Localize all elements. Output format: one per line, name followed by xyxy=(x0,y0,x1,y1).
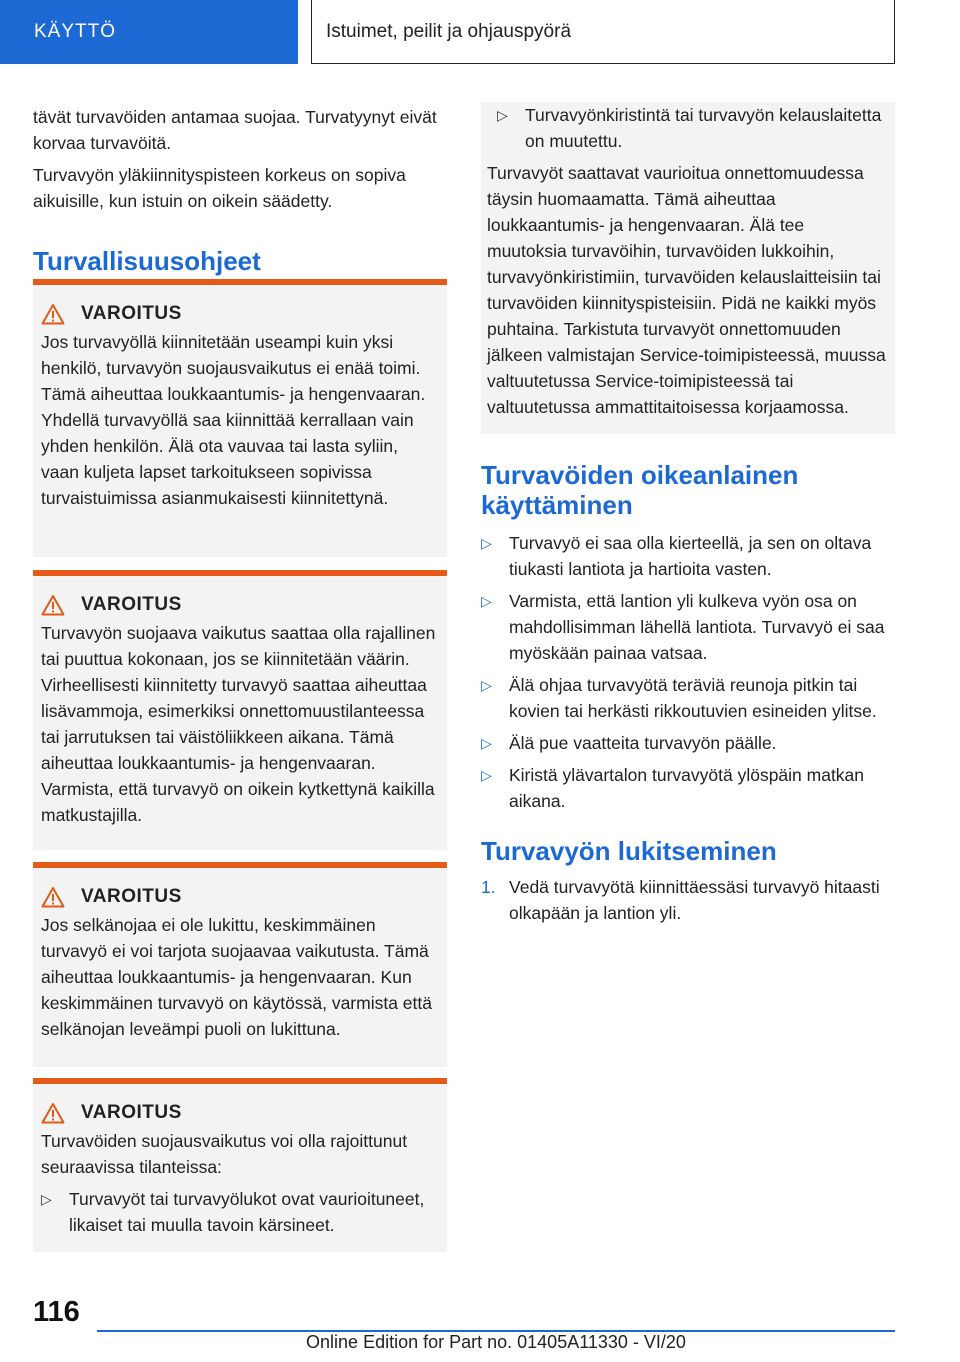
warning-triangle-icon xyxy=(41,1102,65,1124)
warning-triangle-icon xyxy=(41,886,65,908)
warning-title: VAROITUS xyxy=(81,1102,182,1123)
list-item xyxy=(481,530,895,582)
list-item-text: Varmista, että lantion yli kulkeva vyön osa on mahdollisimman lähellä lantiota. Turvavyö ei saa myöskään painaa vatsaa. xyxy=(509,591,885,663)
list-item-text: Älä ohjaa turvavyötä teräviä reunoja pitkin tai kovien tai herkästi rikkoutuvien esineiden ylitse. xyxy=(509,675,877,721)
warning-text: Turvavyön suojaava vaikutus saattaa olla rajallinen tai puuttua kokonaan, jos se kiinnitetään väärin. Virheellisesti kiinnitetty turvavyö saattaa aiheuttaa lisävammoja, esimerkiksi onnettomuustilanteessa tai jarrutuksen tai väistöliikkeen aikana. Tämä aiheuttaa loukkaantumis- ja hengenvaaran. Varmista, että turvavyö on oikein kytkettynä kaikilla matkustajilla. xyxy=(41,623,436,825)
footer-edition: Online Edition for Part no. 01405A11330 - VI/20 xyxy=(306,1332,686,1352)
list-item-text: Kiristä ylävartalon turvavyötä ylöspäin matkan aikana. xyxy=(509,765,865,811)
section-heading-locking: Turvavyön lukitseminen xyxy=(481,836,777,866)
warning-text: Jos turvavyöllä kiinnitetään useampi kuin yksi henkilö, turvavyön suojausvaikutus ei enää toimi. Tämä aiheuttaa loukkaantumis- ja hengenvaaran. Yhdellä turvavyöllä saa kiinnittää kerrallaan vain yhden henkilön. Älä ota vauvaa tai lasta syliin, vaan kuljeta lapset tarkoitukseen sopivissa turvaistuimissa asianmukaisesti kiinnitettynä. xyxy=(41,332,426,508)
warning-triangle-icon xyxy=(41,303,65,325)
warning-triangle-icon xyxy=(41,594,65,616)
intro-paragraph-1: tävät turvavöiden antamaa suojaa. Turvatyynyt eivät korvaa turvavöitä. xyxy=(33,107,437,153)
list-item-text: Turvavyöt tai turvavyölukot ovat vaurioituneet, likaiset tai muulla tavoin kärsineet. xyxy=(69,1189,425,1235)
left-column xyxy=(33,104,447,1235)
section-tab[interactable]: KÄYTTÖ xyxy=(0,0,298,64)
list-item-text: Älä pue vaatteita turvavyön päälle. xyxy=(509,733,777,753)
list-item xyxy=(481,730,895,756)
list-item xyxy=(41,1186,439,1238)
list-item xyxy=(481,588,895,666)
list-item xyxy=(481,672,895,724)
page-header-title: Istuimet, peilit ja ohjauspyörä xyxy=(311,0,895,64)
warning-text: Turvavyöt saattavat vaurioitua onnettomuudessa täysin huomaamatta. Tämä aiheuttaa loukkaantumis- ja hengenvaaran. Älä tee muutoksia turvavöihin, turvavöiden lukkoihin, turvavyönkiristimiin, turvavöiden kelauslaitteisiin tai turvavöiden kiinnityspisteisiin. Pidä ne kaikki myös puhtaina. Tarkistuta turvavyöt onnettomuuden jälkeen valmistajan Service-toimipisteessä, muussa valtuutetussa Service-toimipisteessä tai valtuutetussa ammattitaitoisessa korjaamossa. xyxy=(487,163,886,417)
right-column xyxy=(481,102,895,926)
warning-box xyxy=(33,862,447,1067)
triangle-bullet-icon: ▷ xyxy=(481,735,492,751)
warning-box xyxy=(33,570,447,850)
numbered-step xyxy=(481,874,895,926)
triangle-bullet-icon: ▷ xyxy=(481,767,492,783)
list-item xyxy=(487,102,887,154)
intro-paragraph-2: Turvavyön yläkiinnityspisteen korkeus on sopiva aikuisille, kun istuin on oikein säädetty. xyxy=(33,165,406,211)
warning-title: VAROITUS xyxy=(81,886,182,907)
section-heading-usage: Turvavöiden oikeanlainen käyttäminen xyxy=(481,460,799,520)
list-item-text: Turvavyönkiristintä tai turvavyön kelauslaitetta on muutettu. xyxy=(525,105,882,151)
triangle-bullet-icon: ▷ xyxy=(481,677,492,693)
warning-title: VAROITUS xyxy=(81,303,182,324)
warning-text: Turvavöiden suojausvaikutus voi olla rajoittunut seuraavissa tilanteissa: xyxy=(41,1131,408,1177)
triangle-bullet-icon: ▷ xyxy=(481,535,492,551)
step-text: Vedä turvavyötä kiinnittäessäsi turvavyö hitaasti olkapään ja lantion yli. xyxy=(509,877,880,923)
warning-box xyxy=(33,1078,447,1252)
warning-title: VAROITUS xyxy=(81,594,182,615)
step-number: 1. xyxy=(481,877,496,897)
triangle-bullet-icon: ▷ xyxy=(497,107,508,123)
page-number: 116 xyxy=(33,1296,80,1328)
section-heading-safety: Turvallisuusohjeet xyxy=(33,246,261,276)
triangle-bullet-icon: ▷ xyxy=(481,593,492,609)
warning-text: Jos selkänojaa ei ole lukittu, keskimmäinen turvavyö ei voi tarjota suojaavaa vaikutusta. Tämä aiheuttaa loukkaantumis- ja hengenvaaran. Kun keskimmäinen turvavyö on käytössä, varmista että selkänojan leveämpi puoli on lukittuna. xyxy=(41,915,432,1039)
list-item-text: Turvavyö ei saa olla kierteellä, ja sen on oltava tiukasti lantiota ja hartioita vasten. xyxy=(509,533,872,579)
triangle-bullet-icon: ▷ xyxy=(41,1191,52,1207)
list-item xyxy=(481,762,895,814)
warning-box xyxy=(33,279,447,557)
warning-continuation-box xyxy=(481,102,895,434)
